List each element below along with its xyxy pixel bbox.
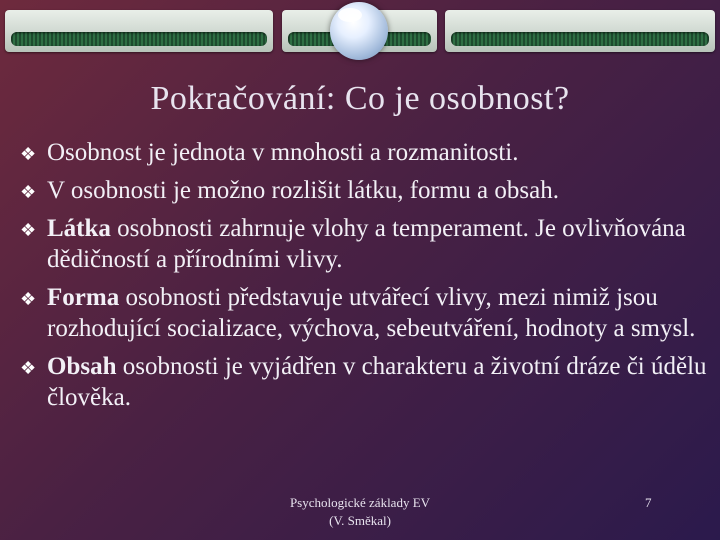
footer-credit-line2: (V. Směkal) <box>329 513 391 528</box>
bullet-text: osobnosti představuje utvářecí vlivy, mezi nimiž jsou rozhodující socializace, výchova, sebeutváření, hodnoty a smysl. <box>47 284 696 342</box>
bullet-bold-term: Obsah <box>47 353 117 380</box>
bullet-item <box>20 137 710 168</box>
header-decoration-right <box>445 10 715 52</box>
diamond-bullet-icon: ❖ <box>20 220 37 240</box>
bullet-list <box>20 137 710 420</box>
bullet-item <box>20 175 710 206</box>
bullet-text: V osobnosti je možno rozlišit látku, formu a obsah. <box>47 177 559 204</box>
bullet-item <box>20 351 710 413</box>
diamond-bullet-icon: ❖ <box>20 182 37 202</box>
slide-title: Pokračování: Co je osobnost? <box>150 80 570 117</box>
diamond-bullet-icon: ❖ <box>20 289 37 309</box>
bullet-text: osobnosti je vyjádřen v charakteru a životní dráze či údělu člověka. <box>47 353 707 411</box>
diamond-bullet-icon: ❖ <box>20 358 37 378</box>
header-decoration-left <box>5 10 273 52</box>
header-orb-decoration <box>330 2 388 60</box>
footer-credit-line1: Psychologické základy EV <box>289 495 431 510</box>
bullet-text: Osobnost je jednota v mnohosti a rozmanitosti. <box>47 139 519 166</box>
bullet-item <box>20 282 710 344</box>
bullet-bold-term: Forma <box>47 284 120 311</box>
footer-credit <box>270 494 450 530</box>
bullet-text: osobnosti zahrnuje vlohy a temperament. Je ovlivňována dědičností a přírodními vlivy. <box>47 215 686 273</box>
page-number: 7 <box>645 495 652 510</box>
diamond-bullet-icon: ❖ <box>20 144 37 164</box>
bullet-item <box>20 213 710 275</box>
bullet-bold-term: Látka <box>47 215 111 242</box>
